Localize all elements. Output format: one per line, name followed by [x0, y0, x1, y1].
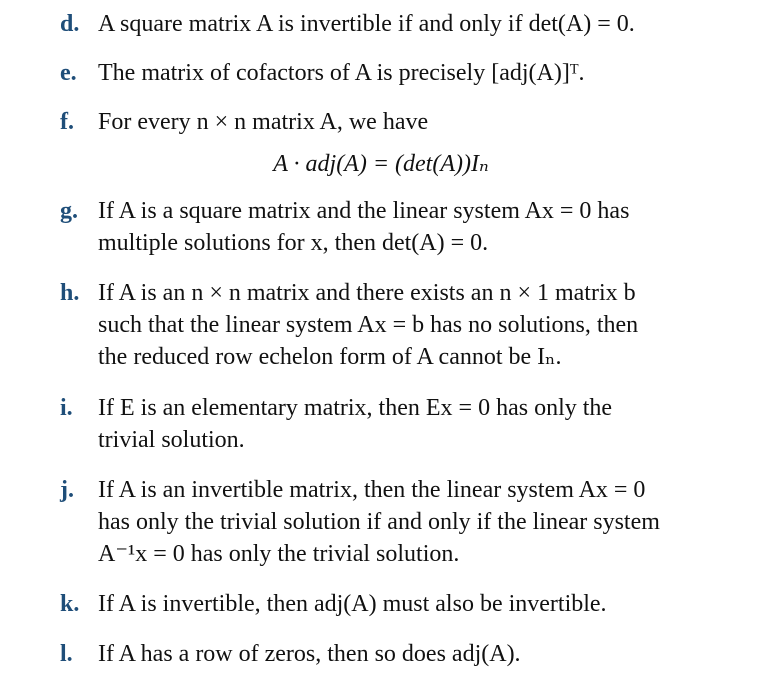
- item-text-line: If E is an elementary matrix, then Ex = 0 has only the: [98, 395, 613, 421]
- item-label: k.: [60, 591, 80, 617]
- item-text-line: For every n × n matrix A, we have: [98, 109, 429, 135]
- item-text-line: If A is an invertible matrix, then the linear system Ax = 0: [98, 477, 646, 503]
- item-label: g.: [60, 198, 78, 224]
- item-text-line: If A has a row of zeros, then so does adj(A).: [98, 641, 521, 667]
- item-text-line: trivial solution.: [98, 427, 245, 453]
- item-text-line: If A is a square matrix and the linear system Ax = 0 has: [98, 198, 630, 224]
- item-text-line: multiple solutions for x, then det(A) = 0.: [98, 230, 489, 256]
- display-equation: A · adj(A) = (det(A))Iₙ: [273, 151, 489, 177]
- item-text-line: A square matrix A is invertible if and only if det(A) = 0.: [98, 11, 635, 37]
- item-label: e.: [60, 60, 77, 86]
- item-text-line: If A is an n × n matrix and there exists an n × 1 matrix b: [98, 280, 636, 306]
- item-label: d.: [60, 11, 80, 37]
- item-text-line: the reduced row echelon form of A cannot be Iₙ.: [98, 344, 562, 370]
- item-text-line: The matrix of cofactors of A is precisely [adj(A)]ᵀ.: [98, 60, 585, 86]
- item-text-line: If A is invertible, then adj(A) must also be invertible.: [98, 591, 607, 617]
- item-text-line: such that the linear system Ax = b has no solutions, then: [98, 312, 639, 338]
- item-text-line: A⁻¹x = 0 has only the trivial solution.: [98, 541, 460, 567]
- item-label: h.: [60, 280, 80, 306]
- item-label: f.: [60, 109, 74, 135]
- item-label: i.: [60, 395, 73, 421]
- item-label: l.: [60, 641, 73, 667]
- item-label: j.: [60, 477, 74, 503]
- item-text-line: has only the trivial solution if and only if the linear system: [98, 509, 660, 535]
